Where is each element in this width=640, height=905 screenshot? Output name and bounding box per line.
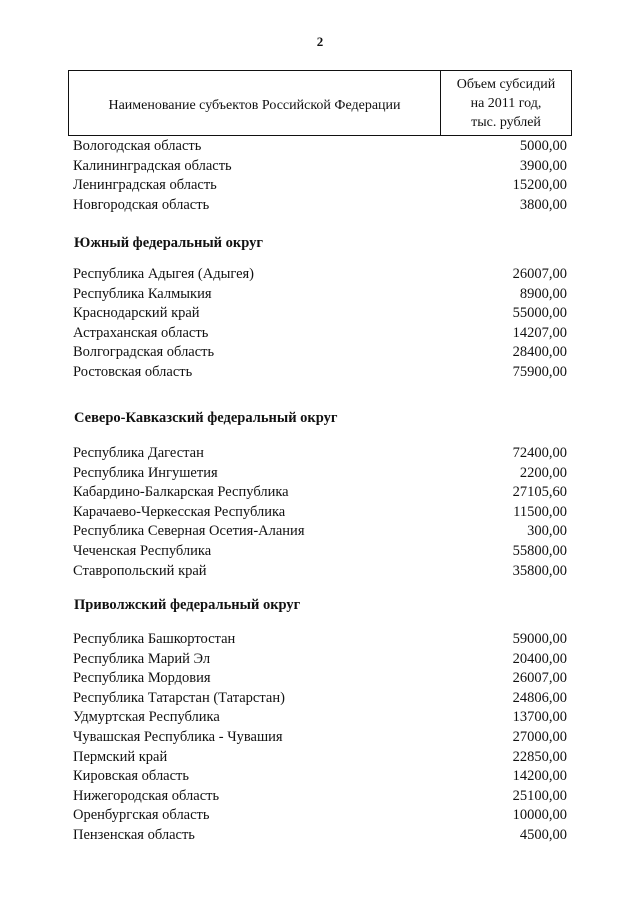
region-name: Кабардино-Балкарская Республика (73, 484, 289, 501)
region-name: Волгоградская область (73, 344, 215, 361)
table-row (73, 708, 567, 726)
region-name: Республика Татарстан (Татарстан) (73, 689, 285, 706)
table-row (73, 196, 567, 214)
subsidy-value: 10000,00 (512, 807, 567, 824)
table-row (73, 324, 567, 342)
table-row (73, 444, 567, 462)
region-name: Ленинградская область (73, 177, 217, 194)
header-value-line: тыс. рублей (471, 114, 541, 130)
table-row (73, 464, 567, 482)
header-value-line: на 2011 год, (470, 95, 542, 111)
table-row (73, 562, 567, 580)
region-name: Удмуртская Республика (73, 709, 220, 726)
subsidy-value: 4500,00 (519, 827, 567, 843)
subsidy-value: 35800,00 (512, 562, 567, 579)
subsidy-value: 20400,00 (512, 650, 567, 667)
subsidy-value: 15200,00 (512, 177, 567, 194)
region-name: Краснодарский край (73, 305, 200, 322)
table-row (73, 650, 567, 668)
region-name: Оренбургская область (73, 807, 210, 824)
region-name: Чеченская Республика (73, 543, 212, 559)
table-row (73, 787, 567, 805)
region-name: Республика Мордовия (73, 670, 211, 687)
region-name: Карачаево-Черкесская Республика (73, 503, 286, 520)
subsidy-value: 14200,00 (512, 768, 567, 785)
subsidy-value: 8900,00 (519, 285, 567, 302)
subsidy-value: 11500,00 (513, 503, 567, 520)
region-name: Республика Башкортостан (73, 631, 236, 647)
table-row (73, 503, 567, 521)
table-row (73, 767, 567, 785)
table-row (73, 748, 567, 766)
table-row (73, 304, 567, 322)
region-name: Новгородская область (73, 196, 210, 213)
subsidy-value: 13700,00 (512, 709, 567, 726)
table-row (73, 483, 567, 501)
page-number: 2 (316, 34, 324, 49)
subsidy-value: 59000,00 (512, 631, 567, 647)
subsidy-value: 300,00 (527, 523, 567, 540)
region-name: Вологодская область (73, 138, 202, 154)
region-name: Ростовская область (73, 364, 193, 380)
subsidy-value: 5000,00 (519, 138, 567, 154)
district-heading: Северо-Кавказский федеральный округ (74, 410, 338, 426)
table-row (73, 806, 567, 824)
region-name: Республика Адыгея (Адыгея) (73, 266, 255, 282)
table-row (73, 689, 567, 707)
subsidy-value: 2200,00 (519, 464, 567, 481)
district-heading: Приволжский федеральный округ (74, 597, 301, 613)
table-row (73, 363, 567, 381)
subsidy-value: 3900,00 (519, 157, 567, 174)
region-name: Пензенская область (73, 827, 195, 843)
subsidy-value: 3800,00 (519, 196, 567, 213)
region-name: Ставропольский край (73, 562, 207, 579)
region-name: Нижегородская область (73, 787, 220, 804)
table-row (73, 542, 567, 560)
subsidy-value: 28400,00 (512, 344, 567, 361)
region-name: Республика Ингушетия (73, 464, 218, 481)
district-heading: Южный федеральный округ (74, 235, 263, 251)
table-row (73, 343, 567, 361)
subsidy-value: 75900,00 (512, 364, 567, 380)
region-name: Республика Дагестан (73, 445, 204, 461)
region-name: Республика Северная Осетия-Алания (73, 523, 305, 540)
subsidy-value: 14207,00 (512, 324, 567, 341)
table-row (73, 285, 567, 303)
table-row (73, 157, 567, 175)
subsidy-value: 55000,00 (512, 305, 567, 322)
table-row (73, 826, 567, 844)
table-row (73, 630, 567, 648)
subsidy-value: 22850,00 (512, 748, 567, 765)
subsidy-value: 27000,00 (512, 729, 567, 745)
header-value-line: Объем субсидий (456, 76, 556, 92)
table-row (73, 669, 567, 687)
header-column-value (441, 71, 571, 135)
table-row (73, 265, 567, 283)
region-name: Чувашская Республика - Чувашия (73, 729, 283, 745)
subsidy-value: 25100,00 (512, 787, 567, 804)
header-column-name: Наименование субъектов Российской Федерации (69, 71, 441, 135)
subsidy-value: 26007,00 (512, 266, 567, 282)
region-name: Республика Калмыкия (73, 285, 212, 302)
region-name: Пермский край (73, 748, 168, 765)
subsidy-value: 24806,00 (512, 689, 567, 706)
table-row (73, 176, 567, 194)
table-header (68, 70, 572, 136)
table-row (73, 728, 567, 746)
subsidy-value: 72400,00 (512, 445, 567, 461)
region-name: Республика Марий Эл (73, 650, 211, 667)
subsidy-value: 27105,60 (512, 484, 567, 501)
region-name: Кировская область (73, 768, 190, 785)
subsidy-value: 26007,00 (512, 670, 567, 687)
table-row (73, 522, 567, 540)
table-row (73, 137, 567, 155)
region-name: Астраханская область (73, 324, 209, 341)
region-name: Калининградская область (73, 157, 232, 174)
subsidy-value: 55800,00 (512, 543, 567, 559)
